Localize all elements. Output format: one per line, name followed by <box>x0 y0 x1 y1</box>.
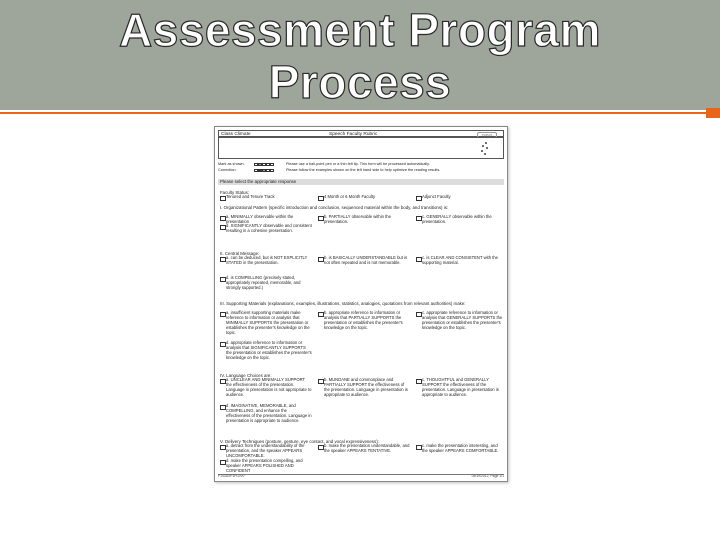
form-header <box>218 130 504 137</box>
central-message-section <box>220 251 502 290</box>
faculty-option-tenured[interactable]: Tenured and Tenure Track <box>220 195 312 200</box>
faculty-option-month[interactable]: 4 Month or 6 Month Faculty <box>318 195 410 200</box>
correction-example-boxes <box>254 169 274 173</box>
footer-divider <box>218 474 504 475</box>
supporting-option-c[interactable]: c. appropriate reference to information or analysis that GENERALLY SUPPORTS the presentation or establishes the presenter's knowledge on the topic. <box>416 311 504 331</box>
scanner-marks-icon <box>479 142 489 156</box>
correction-text: Please follow the examples shown on the left hand side to help optimize the reading results. <box>286 168 441 172</box>
evasys-logo: evasys <box>477 132 497 138</box>
language-option-b[interactable]: b. MUNDANE and commonplace and PARTIALLY SUPPORT the effectiveness of the presentation. Language in presentation is appropriate to audience. <box>318 378 410 398</box>
language-choices-section <box>220 373 502 423</box>
language-option-c[interactable]: c. THOUGHTFUL and GENERALLY SUPPORT the effectiveness of the presentation. Language in presentation is appropriate to audience. <box>416 378 504 398</box>
delivery-techniques-section <box>220 439 502 473</box>
delivery-option-c[interactable]: c. make the presentation interesting, and the speaker APPEARS COMFORTABLE. <box>416 444 504 454</box>
delivery-option-a[interactable]: a. detract from the understandability of the presentation, and the speaker APPEARS UNCOMFORTABLE. <box>220 444 312 459</box>
language-option-a[interactable]: a. UNCLEAR AND MINIMALLY SUPPORT the effectiveness of the presentation. Language in presentation is not appropriate to audience. <box>220 378 312 398</box>
organizational-pattern-title: I. Organizational Pattern (specific introduction and conclusion, sequenced material within the body, and transitions) is: <box>220 205 449 210</box>
accent-divider <box>0 112 720 114</box>
supporting-option-a[interactable]: a. insufficient supporting materials make reference to information or analysis that MINIMALLY SUPPORTS the presentation or establishes the presenter's knowledge on the topic. <box>220 311 312 336</box>
faculty-option-adjunct[interactable]: Adjunct Faculty <box>416 195 504 200</box>
slide-title <box>0 4 720 108</box>
supporting-materials-section <box>220 301 503 360</box>
mark-as-shown-text: Please use a ball-point pen or a thin felt tip. This form will be processed automatically. <box>286 162 430 166</box>
org-option-b[interactable]: b. PARTIALLY observable within the presentation. <box>318 215 410 225</box>
accent-marker <box>706 108 720 118</box>
delivery-option-b[interactable]: b. make the presentation understandable, and the speaker APPEARS TENTATIVE. <box>318 444 410 454</box>
mark-example-boxes <box>254 163 274 167</box>
faculty-status-title: Faculty Status: <box>220 190 250 195</box>
supporting-materials-title: III. Supporting Materials (explanations, examples, illustrations, statistics, analogies, quotations from relevant authorities) make: <box>220 301 466 306</box>
central-option-d[interactable]: d. is COMPELLING (precisely stated, appropriately repeated, memorable, and strongly supported.) <box>220 276 312 291</box>
organizational-pattern-section <box>220 205 502 233</box>
supporting-option-d[interactable]: d. appropriate reference to information or analysis that SIGNIFICANTLY SUPPORTS the presentation or establishes the presenter's knowledge on the topic. <box>220 341 312 361</box>
supporting-option-b[interactable]: b. appropriate reference to information or analysis that PARTIALLY SUPPORTS the presentation or establishes the presenter's knowledge on the topic. <box>318 311 410 331</box>
org-option-a[interactable]: a. MINIMALLY observable within the presentation <box>220 215 312 225</box>
language-option-d[interactable]: d. IMAGINATIVE, MEMORABLE, and COMPELLING, and enhance the effectiveness of the presentation. Language in presentation is appropriate to audience. <box>220 404 312 424</box>
form-footer-code: F143U0P1PL0V0 <box>218 473 245 478</box>
slide-title-line-1: Assessment Program <box>119 4 601 56</box>
slide-title-line-2: Process <box>268 56 452 108</box>
central-option-b[interactable]: b. is BASICALLY UNDERSTANDABLE but is not often repeated and is not memorable. <box>318 256 410 266</box>
central-option-c[interactable]: c. is CLEAR AND CONSISTENT with the supporting material. <box>416 256 504 266</box>
faculty-status-section <box>220 190 502 199</box>
delivery-techniques-title: V. Delivery Techniques (posture, gesture, eye contact, and vocal expressiveness): <box>220 439 379 444</box>
form-footer-page: 05/19/2012, Page 1/1 <box>471 473 504 478</box>
delivery-option-d[interactable]: d. make the presentation compelling, and speaker APPEARS POLISHED AND CONFIDENT <box>220 459 312 474</box>
org-option-d[interactable]: d. SIGNIFICANTLY observable and consistent resulting in a cohesive presentation. <box>220 224 312 234</box>
form-header-title: Speech Faculty Rubric <box>329 132 378 137</box>
form-header-left: Class Climate <box>221 132 251 137</box>
select-response-bar: Please select the appropriate response <box>218 179 504 185</box>
form-id-box <box>218 137 504 159</box>
mark-as-shown-label: Mark as shown: <box>218 162 245 166</box>
central-option-a[interactable]: a. can be deduced, but is NOT EXPLICITLY STATED in the presentation. <box>220 256 312 266</box>
org-option-c[interactable]: c. GENERALLY observable within the presentation. <box>416 215 504 225</box>
rubric-form-image <box>214 126 508 482</box>
language-choices-title: IV. Language Choices are: <box>220 373 272 378</box>
central-message-title: II. Central Message: <box>220 251 260 256</box>
correction-label: Correction: <box>218 168 237 172</box>
